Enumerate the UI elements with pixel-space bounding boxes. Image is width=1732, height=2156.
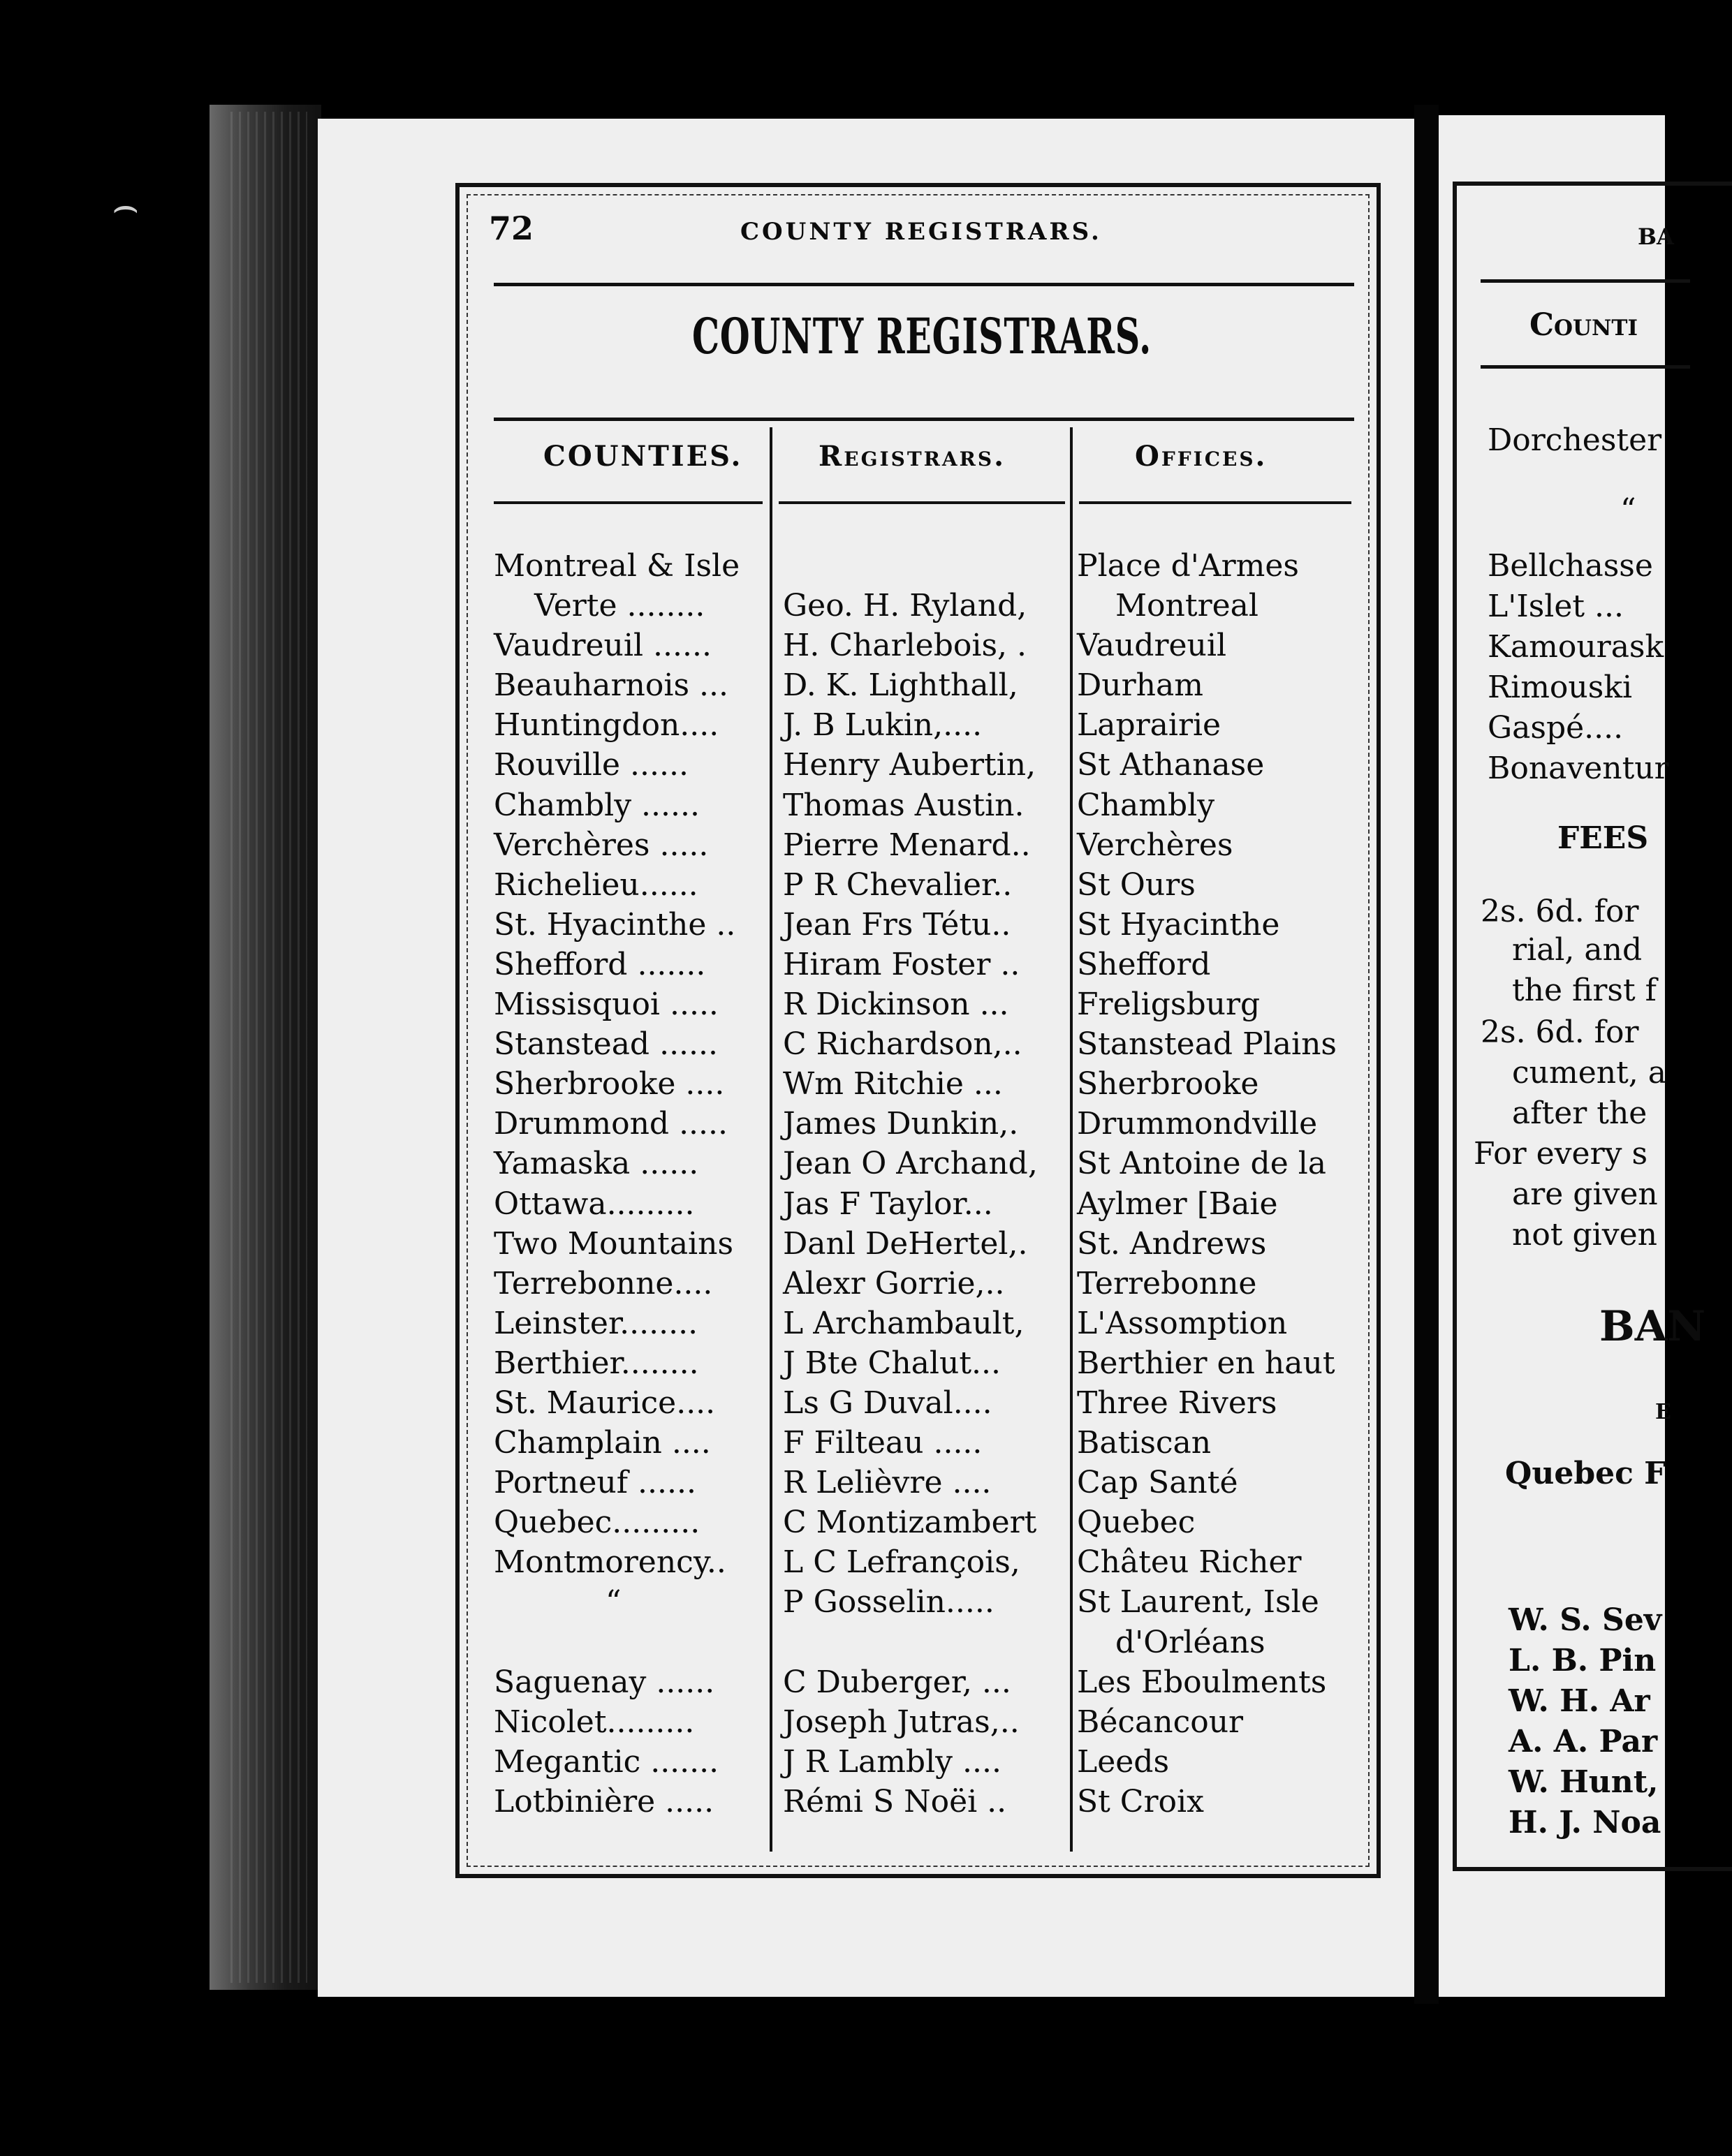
right-running-head: BA (1638, 223, 1674, 250)
office-cell: Bécancour (1077, 1704, 1244, 1740)
title-rule (494, 418, 1354, 421)
header-rule (494, 283, 1354, 286)
right-page-line: after the (1512, 1095, 1647, 1131)
page-edges (230, 112, 307, 1983)
county-cell: Shefford ....... (494, 946, 706, 982)
registrar-cell: Henry Aubertin, (783, 747, 1036, 783)
right-header-rule (1481, 279, 1690, 283)
county-cell: Richelieu...... (494, 866, 698, 903)
table-row (494, 1502, 1360, 1542)
registrar-cell: P Gosselin..... (783, 1584, 995, 1620)
office-cell: St Antoine de la (1077, 1146, 1327, 1182)
registrar-cell: H. Charlebois, . (783, 628, 1027, 664)
right-page-line: Quebec F (1505, 1456, 1666, 1491)
table-row (494, 1104, 1360, 1144)
right-page-line: A. A. Par (1509, 1724, 1658, 1759)
office-cell: Shefford (1077, 946, 1211, 982)
registrar-cell: Alexr Gorrie,.. (783, 1265, 1005, 1301)
right-column-header: Counti (1529, 307, 1638, 343)
right-page-line: 2s. 6d. for (1481, 1014, 1639, 1050)
registrar-cell: Danl DeHertel,. (783, 1225, 1028, 1262)
right-page-line: “ (1620, 492, 1636, 528)
right-page-line: L'Islet ... (1488, 589, 1624, 624)
registrar-cell: Pierre Menard.. (783, 827, 1031, 863)
registrar-cell: Jas F Taylor... (783, 1186, 993, 1222)
registrar-cell: L Archambault, (783, 1305, 1025, 1341)
registrar-cell: F Filteau ..... (783, 1425, 983, 1461)
table-row (494, 745, 1360, 785)
table-row (494, 1542, 1360, 1582)
county-cell: Sherbrooke .... (494, 1066, 725, 1102)
right-page-line: W. H. Ar (1509, 1683, 1650, 1719)
right-page-line: For every s (1474, 1136, 1648, 1172)
table-row (494, 1264, 1360, 1304)
registrar-cell: Geo. H. Ryland, (783, 588, 1027, 624)
registrar-cell: J Bte Chalut... (783, 1345, 1001, 1381)
registrar-cell: R Lelièvre .... (783, 1465, 992, 1501)
registrar-cell: L C Lefrançois, (783, 1544, 1020, 1581)
county-cell: St. Hyacinthe .. (494, 906, 736, 943)
county-cell: “ (606, 1584, 622, 1620)
right-page-line: E (1655, 1400, 1671, 1424)
registrar-cell: R Dickinson ... (783, 987, 1009, 1023)
right-page-line: Bonaventur (1488, 751, 1669, 786)
office-cell: St Hyacinthe (1077, 906, 1280, 943)
right-page-line: FEES (1557, 820, 1649, 856)
office-cell: Leeds (1077, 1743, 1170, 1780)
office-cell: Quebec (1077, 1505, 1196, 1541)
header-counties: COUNTIES. (543, 440, 743, 473)
registrar-cell: P R Chevalier.. (783, 866, 1013, 903)
right-page-line: not given (1512, 1217, 1657, 1253)
registrar-cell: D. K. Lighthall, (783, 667, 1018, 704)
table-row (494, 1742, 1360, 1782)
running-head (489, 209, 1355, 265)
registrar-cell: C Duberger, ... (783, 1664, 1011, 1700)
table-row (494, 825, 1360, 865)
office-cell: St Croix (1077, 1783, 1204, 1819)
book-gutter (1414, 105, 1439, 2004)
right-page-line: cument, a (1512, 1055, 1666, 1091)
table-row (494, 785, 1360, 825)
table-row (494, 1304, 1360, 1343)
office-cell: Sherbrooke (1077, 1066, 1259, 1102)
table-row (494, 546, 1360, 586)
table-row (494, 945, 1360, 984)
right-subheader-rule (1481, 365, 1690, 369)
table-row (494, 1423, 1360, 1463)
right-page-line: 2s. 6d. for (1481, 894, 1639, 929)
office-cell: Laprairie (1077, 707, 1221, 744)
county-cell: Terrebonne.... (494, 1265, 713, 1301)
office-cell: St Laurent, Isle (1077, 1584, 1319, 1620)
right-page-line: Kamourask (1488, 629, 1664, 665)
registrar-cell: James Dunkin,. (783, 1106, 1019, 1142)
office-cell: Durham (1077, 667, 1203, 704)
table-row (494, 1623, 1360, 1662)
office-cell: Verchères (1077, 827, 1233, 863)
table-row (494, 1463, 1360, 1502)
table-row (494, 626, 1360, 665)
right-page-line: Bellchasse (1488, 548, 1653, 584)
registrar-cell: Ls G Duval.... (783, 1385, 992, 1421)
county-cell: Nicolet......... (494, 1704, 695, 1740)
county-cell: St. Maurice.... (494, 1385, 716, 1421)
county-cell: Saguenay ...... (494, 1664, 715, 1700)
header-underline-offices (1079, 501, 1351, 504)
table-row (494, 865, 1360, 905)
county-cell: Montmorency.. (494, 1544, 726, 1581)
county-cell: Megantic ....... (494, 1743, 719, 1780)
table-row (494, 905, 1360, 945)
table-row (494, 1224, 1360, 1264)
table-row (494, 1144, 1360, 1183)
right-page-line: Rimouski (1488, 670, 1633, 705)
table-row (494, 705, 1360, 745)
table-row (494, 1662, 1360, 1702)
right-page-fragment (1439, 115, 1706, 1997)
header-underline-registrars (779, 501, 1065, 504)
office-cell: Berthier en haut (1077, 1345, 1335, 1381)
county-cell: Yamaska ...... (494, 1146, 699, 1182)
office-cell: Vaudreuil (1077, 628, 1227, 664)
right-page-line: the first f (1512, 973, 1657, 1008)
registrar-cell: Wm Ritchie ... (783, 1066, 1003, 1102)
registrar-cell: J. B Lukin,.... (783, 707, 983, 744)
county-cell: Drummond ..... (494, 1106, 728, 1142)
office-cell: Batiscan (1077, 1425, 1212, 1461)
county-cell: Quebec......... (494, 1505, 700, 1541)
county-cell: Lotbinière ..... (494, 1783, 714, 1819)
right-page-line: Gaspé.... (1488, 710, 1624, 746)
page-title: COUNTY REGISTRARS. (691, 307, 1152, 365)
right-page-line: are given (1512, 1176, 1658, 1212)
office-cell: L'Assomption (1077, 1305, 1288, 1341)
county-cell: Missisquoi ..... (494, 987, 719, 1023)
table-row (494, 586, 1360, 626)
office-cell: Cap Santé (1077, 1465, 1238, 1501)
registrar-cell: C Montizambert (783, 1505, 1037, 1541)
registrar-cell: C Richardson,.. (783, 1026, 1022, 1063)
county-cell: Berthier........ (494, 1345, 699, 1381)
county-cell: Ottawa......... (494, 1186, 695, 1222)
office-cell: St. Andrews (1077, 1225, 1267, 1262)
right-page-line: BAN (1599, 1302, 1706, 1351)
page-number: 72 (489, 209, 534, 247)
county-cell: Portneuf ...... (494, 1465, 696, 1501)
office-cell: Les Eboulments (1077, 1664, 1327, 1700)
office-cell: Aylmer [Baie (1077, 1186, 1278, 1222)
office-cell: Montreal (1115, 588, 1258, 624)
table-row (494, 1064, 1360, 1104)
table-row (494, 1184, 1360, 1224)
office-cell: Stanstead Plains (1077, 1026, 1337, 1063)
county-cell: Huntingdon.... (494, 707, 719, 744)
office-cell: Freligsburg (1077, 987, 1261, 1023)
office-cell: St Ours (1077, 866, 1196, 903)
right-page-line: L. B. Pin (1509, 1643, 1657, 1678)
county-cell: Leinster........ (494, 1305, 698, 1341)
table-row (494, 984, 1360, 1024)
registrar-cell: Hiram Foster .. (783, 946, 1020, 982)
table-row (494, 1702, 1360, 1742)
registrar-cell: Rémi S Noëi .. (783, 1783, 1007, 1819)
office-cell: Châteu Richer (1077, 1544, 1302, 1581)
office-cell: St Athanase (1077, 747, 1265, 783)
office-cell: Terrebonne (1077, 1265, 1257, 1301)
office-cell: Chambly (1077, 787, 1215, 823)
county-cell: Stanstead ...... (494, 1026, 718, 1063)
table-row (494, 1582, 1360, 1622)
registrar-cell: Joseph Jutras,.. (783, 1704, 1020, 1740)
county-cell: Rouville ...... (494, 747, 689, 783)
county-cell: Chambly ...... (494, 787, 700, 823)
county-cell: Champlain .... (494, 1425, 711, 1461)
scan-mark: ⌢ (112, 182, 140, 230)
registrar-cell: Jean O Archand, (783, 1146, 1038, 1182)
office-cell: Three Rivers (1077, 1385, 1277, 1421)
county-cell: Two Mountains (494, 1225, 734, 1262)
county-cell: Verchères ..... (494, 827, 709, 863)
header-offices: Offices. (1135, 440, 1268, 473)
right-page-line: H. J. Noa (1509, 1805, 1661, 1840)
registrar-cell: Thomas Austin. (783, 787, 1025, 823)
running-head-title: COUNTY REGISTRARS. (740, 218, 1102, 246)
table-row (494, 1782, 1360, 1822)
table-row (494, 1024, 1360, 1064)
office-cell: d'Orléans (1115, 1624, 1265, 1660)
office-cell: Place d'Armes (1077, 548, 1299, 584)
county-cell: Vaudreuil ...... (494, 628, 712, 664)
registrar-table (494, 546, 1360, 1822)
header-underline-counties (494, 501, 763, 504)
right-page-line: rial, and (1512, 932, 1643, 968)
right-page-line: Dorchester (1488, 422, 1662, 458)
header-registrars: Registrars. (819, 440, 1006, 473)
county-cell: Montreal & Isle (494, 548, 740, 584)
table-row (494, 665, 1360, 705)
table-row (494, 1343, 1360, 1383)
right-page-line: W. S. Sev (1509, 1602, 1662, 1638)
county-cell: Beauharnois ... (494, 667, 728, 704)
right-page-line: W. Hunt, (1509, 1764, 1659, 1800)
county-cell: Verte ........ (534, 588, 705, 624)
registrar-cell: J R Lambly .... (783, 1743, 1001, 1780)
column-headers (496, 440, 1355, 489)
registrar-cell: Jean Frs Tétu.. (783, 906, 1011, 943)
table-row (494, 1383, 1360, 1423)
office-cell: Drummondville (1077, 1106, 1318, 1142)
